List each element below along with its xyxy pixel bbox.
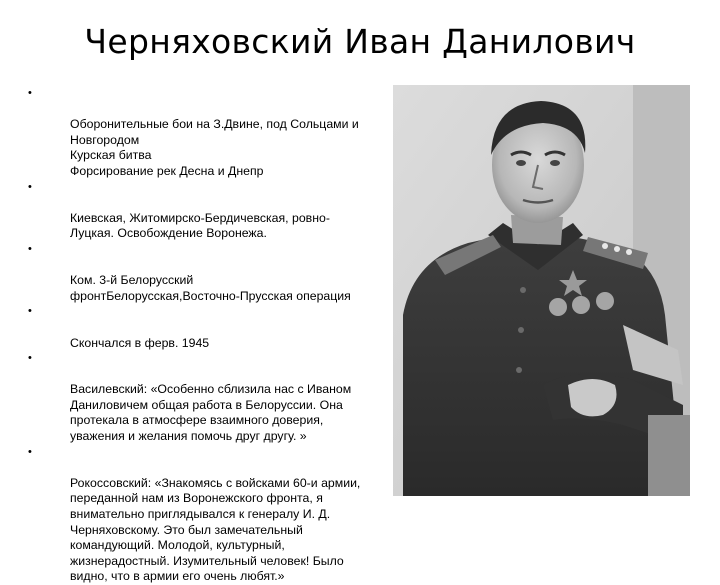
portrait-photo: [393, 85, 690, 496]
bullet-item: [26, 242, 366, 304]
bullet-text: Киевская, Житомирско-Бердичевская, ровно-Луцкая. Освобождение Воронежа.: [70, 210, 330, 241]
bullet-icon: •: [28, 87, 32, 99]
bullet-item: [26, 180, 366, 242]
bullet-text: Ком. 3-й Белорусский фронтБелорусская,Восточно-Прусская операция: [70, 273, 351, 303]
bullet-icon: •: [28, 305, 32, 318]
bullet-icon: •: [28, 352, 32, 365]
bullet-text: Рокоссовский: «Знакомясь с войсками 60-и армии, переданной нам из Воронежского фронта, я внимательно приглядывался к генералу И. Д. Черняховскому. Это был замечательный командующий. Молодой, культурный, жизнерадостный. Изумительный человек! Было видно, что в армии его очень любят.»: [70, 475, 361, 584]
bullet-icon: •: [28, 242, 32, 255]
bullet-text: Василевский: «Особенно сблизила нас с Иваном Даниловичем общая работа в Белоруссии. Она протекала в атмосфере взаимного доверия, уважения и желания помочь друг другу. »: [70, 382, 352, 444]
bullet-icon: •: [28, 445, 32, 458]
bullet-icon: •: [28, 180, 32, 193]
bullet-item: [26, 304, 366, 351]
bullet-item: [26, 445, 366, 585]
bullet-item: [26, 86, 366, 180]
slide-title: Черняховский Иван Данилович: [84, 22, 636, 61]
bullet-text: Скончался в ферв. 1945: [70, 335, 210, 350]
bullet-text: Оборонительные бои на З.Двине, под Сольцами и Новгородом Курская битва Форсирование рек Десна и Днепр: [70, 117, 359, 178]
bullet-list: [26, 86, 366, 585]
bullet-item: [26, 351, 366, 445]
